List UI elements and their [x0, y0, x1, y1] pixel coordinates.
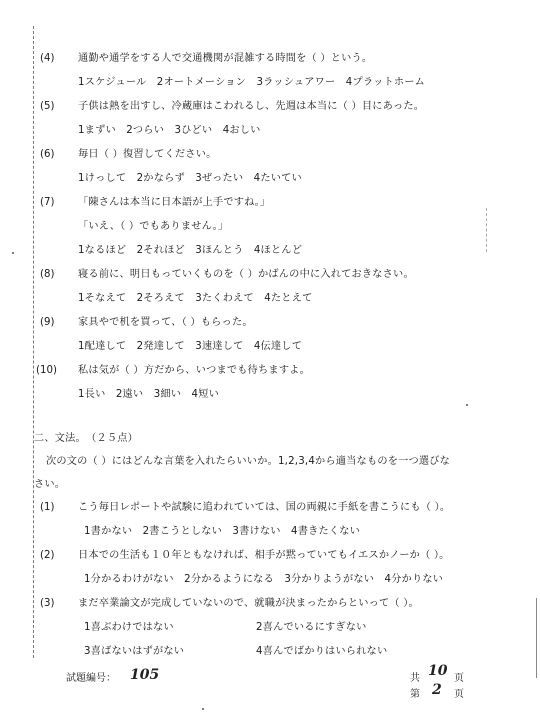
question-number: (8)	[40, 269, 55, 280]
question-options: 1配達して 2発達して 3速達して 4伝達して	[78, 341, 303, 352]
question-number: (2)	[40, 550, 55, 561]
question-text: 私は気が（ ）方だから、いつまでも待ちますよ。	[78, 365, 310, 376]
question-options: 1そなえて 2そろえて 3たくわえて 4たとえて	[78, 293, 313, 304]
question-option: 4喜んでばかりはいられない	[256, 646, 388, 657]
scan-speck	[466, 404, 468, 406]
section-instruction-continued: さい。	[34, 479, 66, 490]
question-text: 日本での生活も１０年ともなければ、相手が黙っていてもイエスかノーか（ ）。	[78, 550, 450, 561]
question-options: 1けっして 2かならず 3ぜったい 4たいてい	[78, 173, 302, 184]
binding-margin-line	[33, 26, 34, 658]
question-number: (4)	[40, 53, 55, 64]
question-options: 1まずい 2つらい 3ひどい 4おしい	[78, 125, 261, 136]
total-pages-value: 10	[428, 663, 448, 679]
question-options: 1スケジュール 2オートメーション 3ラッシュアワー 4プラットホーム	[78, 77, 426, 88]
total-pages-unit: 页	[454, 673, 464, 684]
question-options: 1分かるわけがない 2分かるようになる 3分かりようがない 4分かりない	[84, 574, 444, 585]
question-number: (9)	[40, 317, 55, 328]
question-text: 毎日（ ）復習してください。	[78, 149, 217, 160]
scan-edge-mark	[486, 208, 487, 252]
question-number: (6)	[40, 149, 55, 160]
question-option: 1喜ぶわけではない	[84, 622, 174, 633]
question-number: (7)	[40, 197, 55, 208]
total-pages-label: 共	[410, 673, 420, 684]
question-number: (3)	[40, 598, 55, 609]
question-text-continued: 「いえ、（ ）でもありません。」	[78, 221, 229, 232]
question-text: まだ卒業論文が完成していないので、就職が決まったからといって（ ）。	[78, 598, 419, 609]
scan-speck	[202, 708, 204, 710]
page-number-value: 2	[432, 682, 442, 698]
question-text: 寝る前に、明日もっていくものを（ ）かばんの中に入れておきなさい。	[78, 269, 414, 280]
exam-code-label: 試題編号：	[66, 673, 116, 684]
question-text: こう毎日レポートや試験に追われていては、国の両親に手紙を書こうにも（ ）。	[78, 502, 451, 513]
question-options: 1長い 2遠い 3細い 4短い	[78, 389, 219, 400]
question-number: (5)	[40, 101, 55, 112]
question-options: 1書かない 2書こうとしない 3書けない 4書きたくない	[84, 526, 361, 537]
section-instruction: 次の文の（ ）にはどんな言葉を入れたらいいか。1,2,3,4から適当なものを一つ選びな	[46, 456, 451, 467]
scan-speck	[12, 252, 14, 254]
question-text: 「陳さんは本当に日本語が上手ですね。」	[78, 197, 271, 208]
question-number: (1)	[40, 502, 55, 513]
question-text: 子供は熱を出すし、冷蔵庫はこわれるし、先週は本当に（ ）目にあった。	[78, 101, 425, 112]
scan-edge-mark	[536, 598, 537, 678]
question-option: 3喜ばないはずがない	[84, 646, 185, 657]
question-text: 通勤や通学をする人で交通機関が混雑する時間を（ ）という。	[78, 53, 373, 64]
page-number-label: 第	[410, 689, 420, 700]
question-text: 家具やで机を買って、（ ）もらった。	[78, 317, 253, 328]
question-options: 1なるほど 2それほど 3ほんとう 4ほとんど	[78, 245, 303, 256]
question-option: 2喜んでいるにすぎない	[256, 622, 367, 633]
question-number: (10)	[36, 365, 57, 376]
page-number-unit: 页	[454, 689, 464, 700]
section-heading: 二、文法。 （２５点）	[34, 433, 139, 444]
exam-code-value: 105	[130, 667, 160, 683]
